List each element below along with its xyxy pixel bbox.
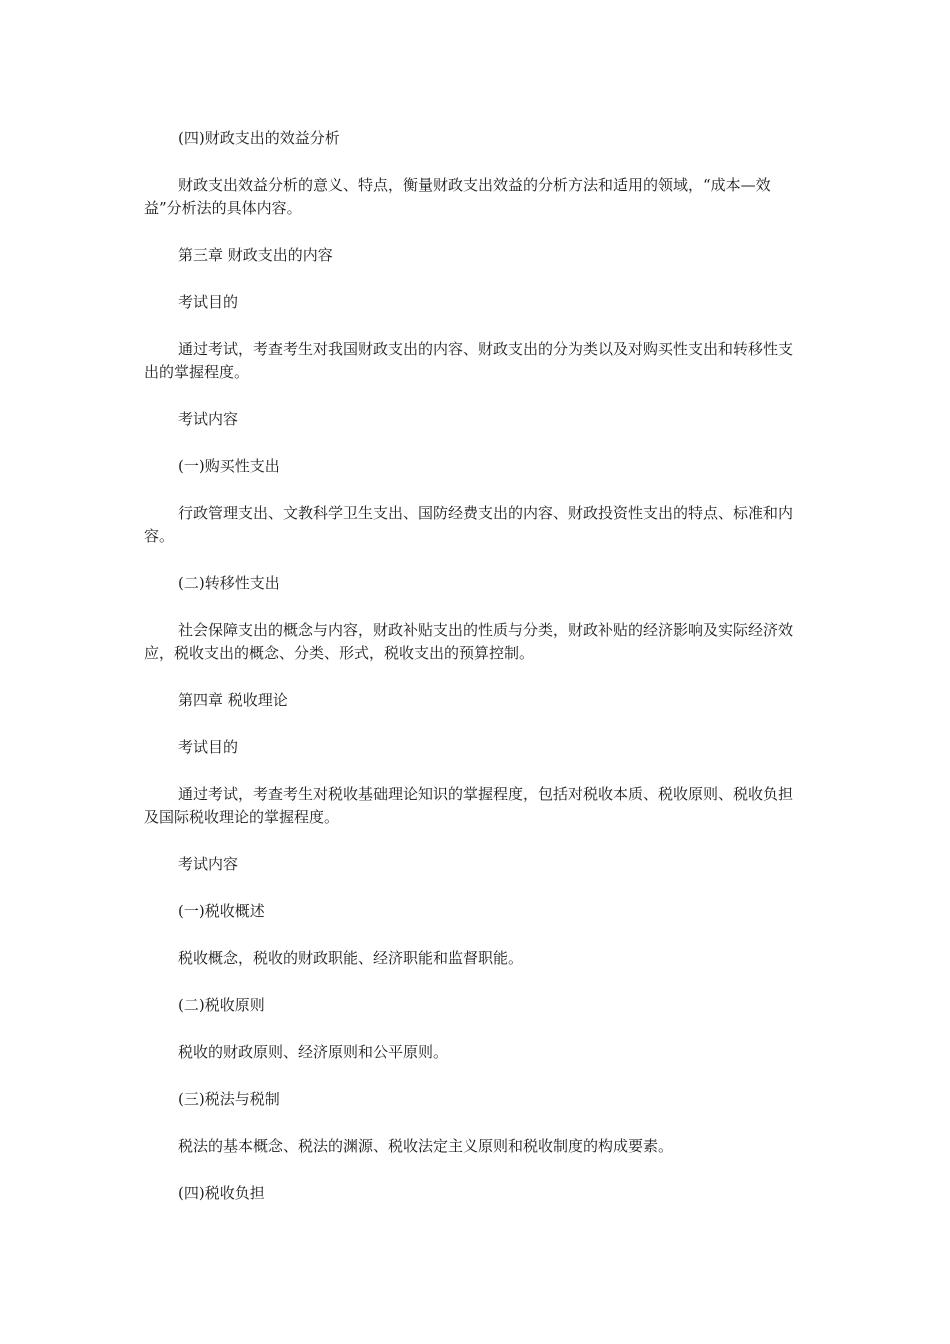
section-heading: (二)税收原则 <box>178 996 265 1014</box>
chapter-heading: 第三章 财政支出的内容 <box>178 246 333 264</box>
section-heading: (四)财政支出的效益分析 <box>178 129 340 147</box>
body-paragraph: 通过考试，考查考生对税收基础理论知识的掌握程度，包括对税收本质、税收原则、税收负担及国际税收理论的掌握程度。 <box>144 785 794 826</box>
subheading: 考试内容 <box>178 410 239 428</box>
body-paragraph: 行政管理支出、文教科学卫生支出、国防经费支出的内容、财政投资性支出的特点、标准和内容。 <box>144 504 794 545</box>
body-paragraph: 税收的财政原则、经济原则和公平原则。 <box>178 1043 449 1061</box>
body-paragraph: 财政支出效益分析的意义、特点，衡量财政支出效益的分析方法和适用的领域，“成本—效益”分析法的具体内容。 <box>144 176 771 217</box>
body-paragraph: 社会保障支出的概念与内容，财政补贴支出的性质与分类，财政补贴的经济影响及实际经济效应，税收支出的概念、分类、形式，税收支出的预算控制。 <box>144 621 794 662</box>
document-body <box>144 127 804 1229</box>
section-heading: (一)税收概述 <box>178 902 265 920</box>
section-heading: (一)购买性支出 <box>178 457 280 475</box>
body-paragraph: 税收概念，税收的财政职能、经济职能和监督职能。 <box>178 949 524 967</box>
body-paragraph: 通过考试，考查考生对我国财政支出的内容、财政支出的分为类以及对购买性支出和转移性支出的掌握程度。 <box>144 340 794 381</box>
section-heading: (四)税收负担 <box>178 1184 265 1202</box>
subheading: 考试内容 <box>178 855 239 873</box>
subheading: 考试目的 <box>178 293 239 311</box>
section-heading: (二)转移性支出 <box>178 574 280 592</box>
chapter-heading: 第四章 税收理论 <box>178 691 288 709</box>
body-paragraph: 税法的基本概念、税法的渊源、税收法定主义原则和税收制度的构成要素。 <box>178 1137 674 1155</box>
section-heading: (三)税法与税制 <box>178 1090 280 1108</box>
subheading: 考试目的 <box>178 738 239 756</box>
